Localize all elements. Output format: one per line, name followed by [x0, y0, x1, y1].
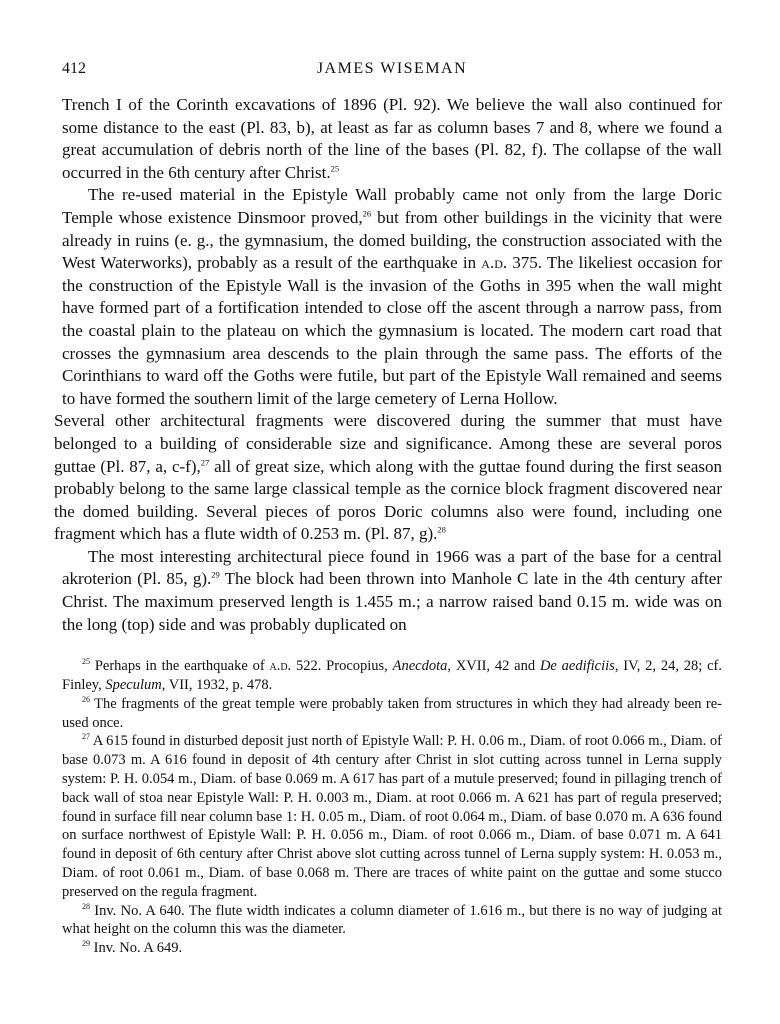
text-run: all of great size, which along with the guttae found during the first season probably belong to the same large classical temple as the cornice block fragment discovered near the domed building. Several pieces of poros Doric columns also were found, including one fragment which has a flute width of 0.253 m. (Pl. 87, g).	[54, 456, 723, 544]
footnote-29	[62, 939, 722, 958]
paragraph-3	[54, 410, 722, 546]
paragraph-4	[62, 546, 722, 636]
body-text	[54, 94, 723, 636]
work-title: De aedificiis	[539, 658, 615, 675]
text-run: The fragments of the great temple were probably taken from structures in which they had already been re-used once.	[62, 695, 722, 731]
footnote-number: 27	[82, 732, 90, 742]
text-run: Inv. No. A 640. The flute width indicates a column diameter of 1.616 m., but there is no way of judging at what height on the column this was the diameter.	[62, 902, 722, 938]
footnote-25	[62, 657, 722, 695]
text-run: but from other buildings in the vicinity that were already in ruins (e. g., the gymnasium, the domed building, the construction associated with the West Waterworks), probably as a result of the earthquake in	[62, 207, 722, 273]
text-run: Several other architectural fragments were discovered during the summer that must have belonged to a building of considerable size and significance. Among these are several poros guttae (Pl. 87, a, c-f),	[54, 411, 722, 476]
footnote-number: 25	[82, 657, 90, 667]
footnote-number: 26	[82, 695, 90, 705]
era-abbrev: a.d.	[269, 658, 292, 675]
footnote-ref: 26	[362, 208, 372, 219]
footnote-ref: 28	[437, 524, 446, 535]
paragraph-1	[62, 94, 722, 184]
footnote-ref: 27	[200, 456, 210, 467]
text-run: 375. The likeliest occasion for the construction of the Epistyle Wall is the invasion of the Goths in 395 when the wall might have formed part of a fortification intended to close off the ascent through a narrow pass, from the coastal plain to the plateau on which the gymnasium is located. The modern cart road that crosses the gymnasium area descends to the plain through the same pass. The efforts of the Corinthians to ward off the Goths were futile, but part of the Epistyle Wall remained and seems to have formed the southern limit of the large cemetery of Lerna Hollow.	[62, 253, 722, 408]
footnote-ref: 25	[330, 163, 340, 174]
paragraph-2	[62, 184, 722, 410]
era-abbrev: a.d.	[481, 253, 508, 273]
page-number: 412	[62, 60, 86, 77]
running-title: JAMES WISEMAN	[316, 60, 468, 77]
text-run: 522. Procopius,	[291, 658, 393, 675]
footnotes	[62, 657, 722, 958]
text-run: , VII, 1932, p. 478.	[161, 677, 273, 694]
footnote-number: 28	[82, 901, 90, 911]
text-run: The re-used material in the Epistyle Wall probably came not only from the large Doric Temple whose existence Dinsmoor proved,	[62, 185, 722, 227]
text-run: The block had been thrown into Manhole C late in the 4th century after Christ. The maximum preserved length is 1.455 m.; a narrow raised band 0.15 m. wide was on the long (top) side and was probably duplicated on	[62, 569, 722, 634]
text-run: Trench I of the Corinth excavations of 1896 (Pl. 92). We believe the wall also continued for some distance to the east (Pl. 83, b), at least as far as column bases 7 and 8, where we found a great accumulation of debris north of the line of the bases (Pl. 82, f). The collapse of the wall occurred in the 6th century after Christ.	[62, 95, 722, 182]
text-run: Inv. No. A 649.	[90, 940, 183, 957]
footnote-26	[62, 695, 722, 733]
footnote-28	[62, 902, 722, 940]
footnote-number: 29	[82, 939, 90, 949]
footnote-27	[62, 732, 722, 901]
text-run: Perhaps in the earthquake of	[90, 658, 270, 675]
text-run: A 615 found in disturbed deposit just north of Epistyle Wall: P. H. 0.06 m., Diam. of root 0.066 m., Diam. of base 0.073 m. A 616 found in deposit of 4th century after Christ in slot cutting across tunnel in Lerna supply system: P. H. 0.054 m., Diam. of base 0.069 m. A 617 has part of a mutule preserved; found in pillaging trench of back wall of stoa near Epistyle Wall: P. H. 0.003 m., Diam. at root 0.066 m. A 621 has part of regula preserved; found in surface fill near column base 1: H. 0.05 m., Diam. of root 0.064 m., Diam. of base 0.070 m. A 636 found on surface northwest of Epistyle Wall: P. H. 0.056 m., Diam. of root 0.066 m., Diam. of base 0.071 m. A 641 found in deposit of 6th century after Christ above slot cutting across tunnel of Lerna supply system: H. 0.053 m., Diam. of root 0.061 m., Diam. of base 0.068 m. There are traces of white paint on the guttae and some stucco preserved on the regula fragment.	[62, 733, 722, 900]
work-title: Anecdota	[392, 658, 448, 675]
text-run: , XVII, 42 and	[447, 658, 540, 675]
page	[54, 52, 723, 958]
footnote-ref: 29	[211, 569, 220, 580]
page-header	[62, 52, 722, 82]
text-run: The most interesting architectural piece found in 1966 was a part of the base for a central akroterion (Pl. 85, g).	[62, 546, 722, 589]
work-title: Speculum	[105, 677, 162, 694]
text-run: , IV, 2, 24, 28; cf. Finley,	[62, 658, 722, 694]
